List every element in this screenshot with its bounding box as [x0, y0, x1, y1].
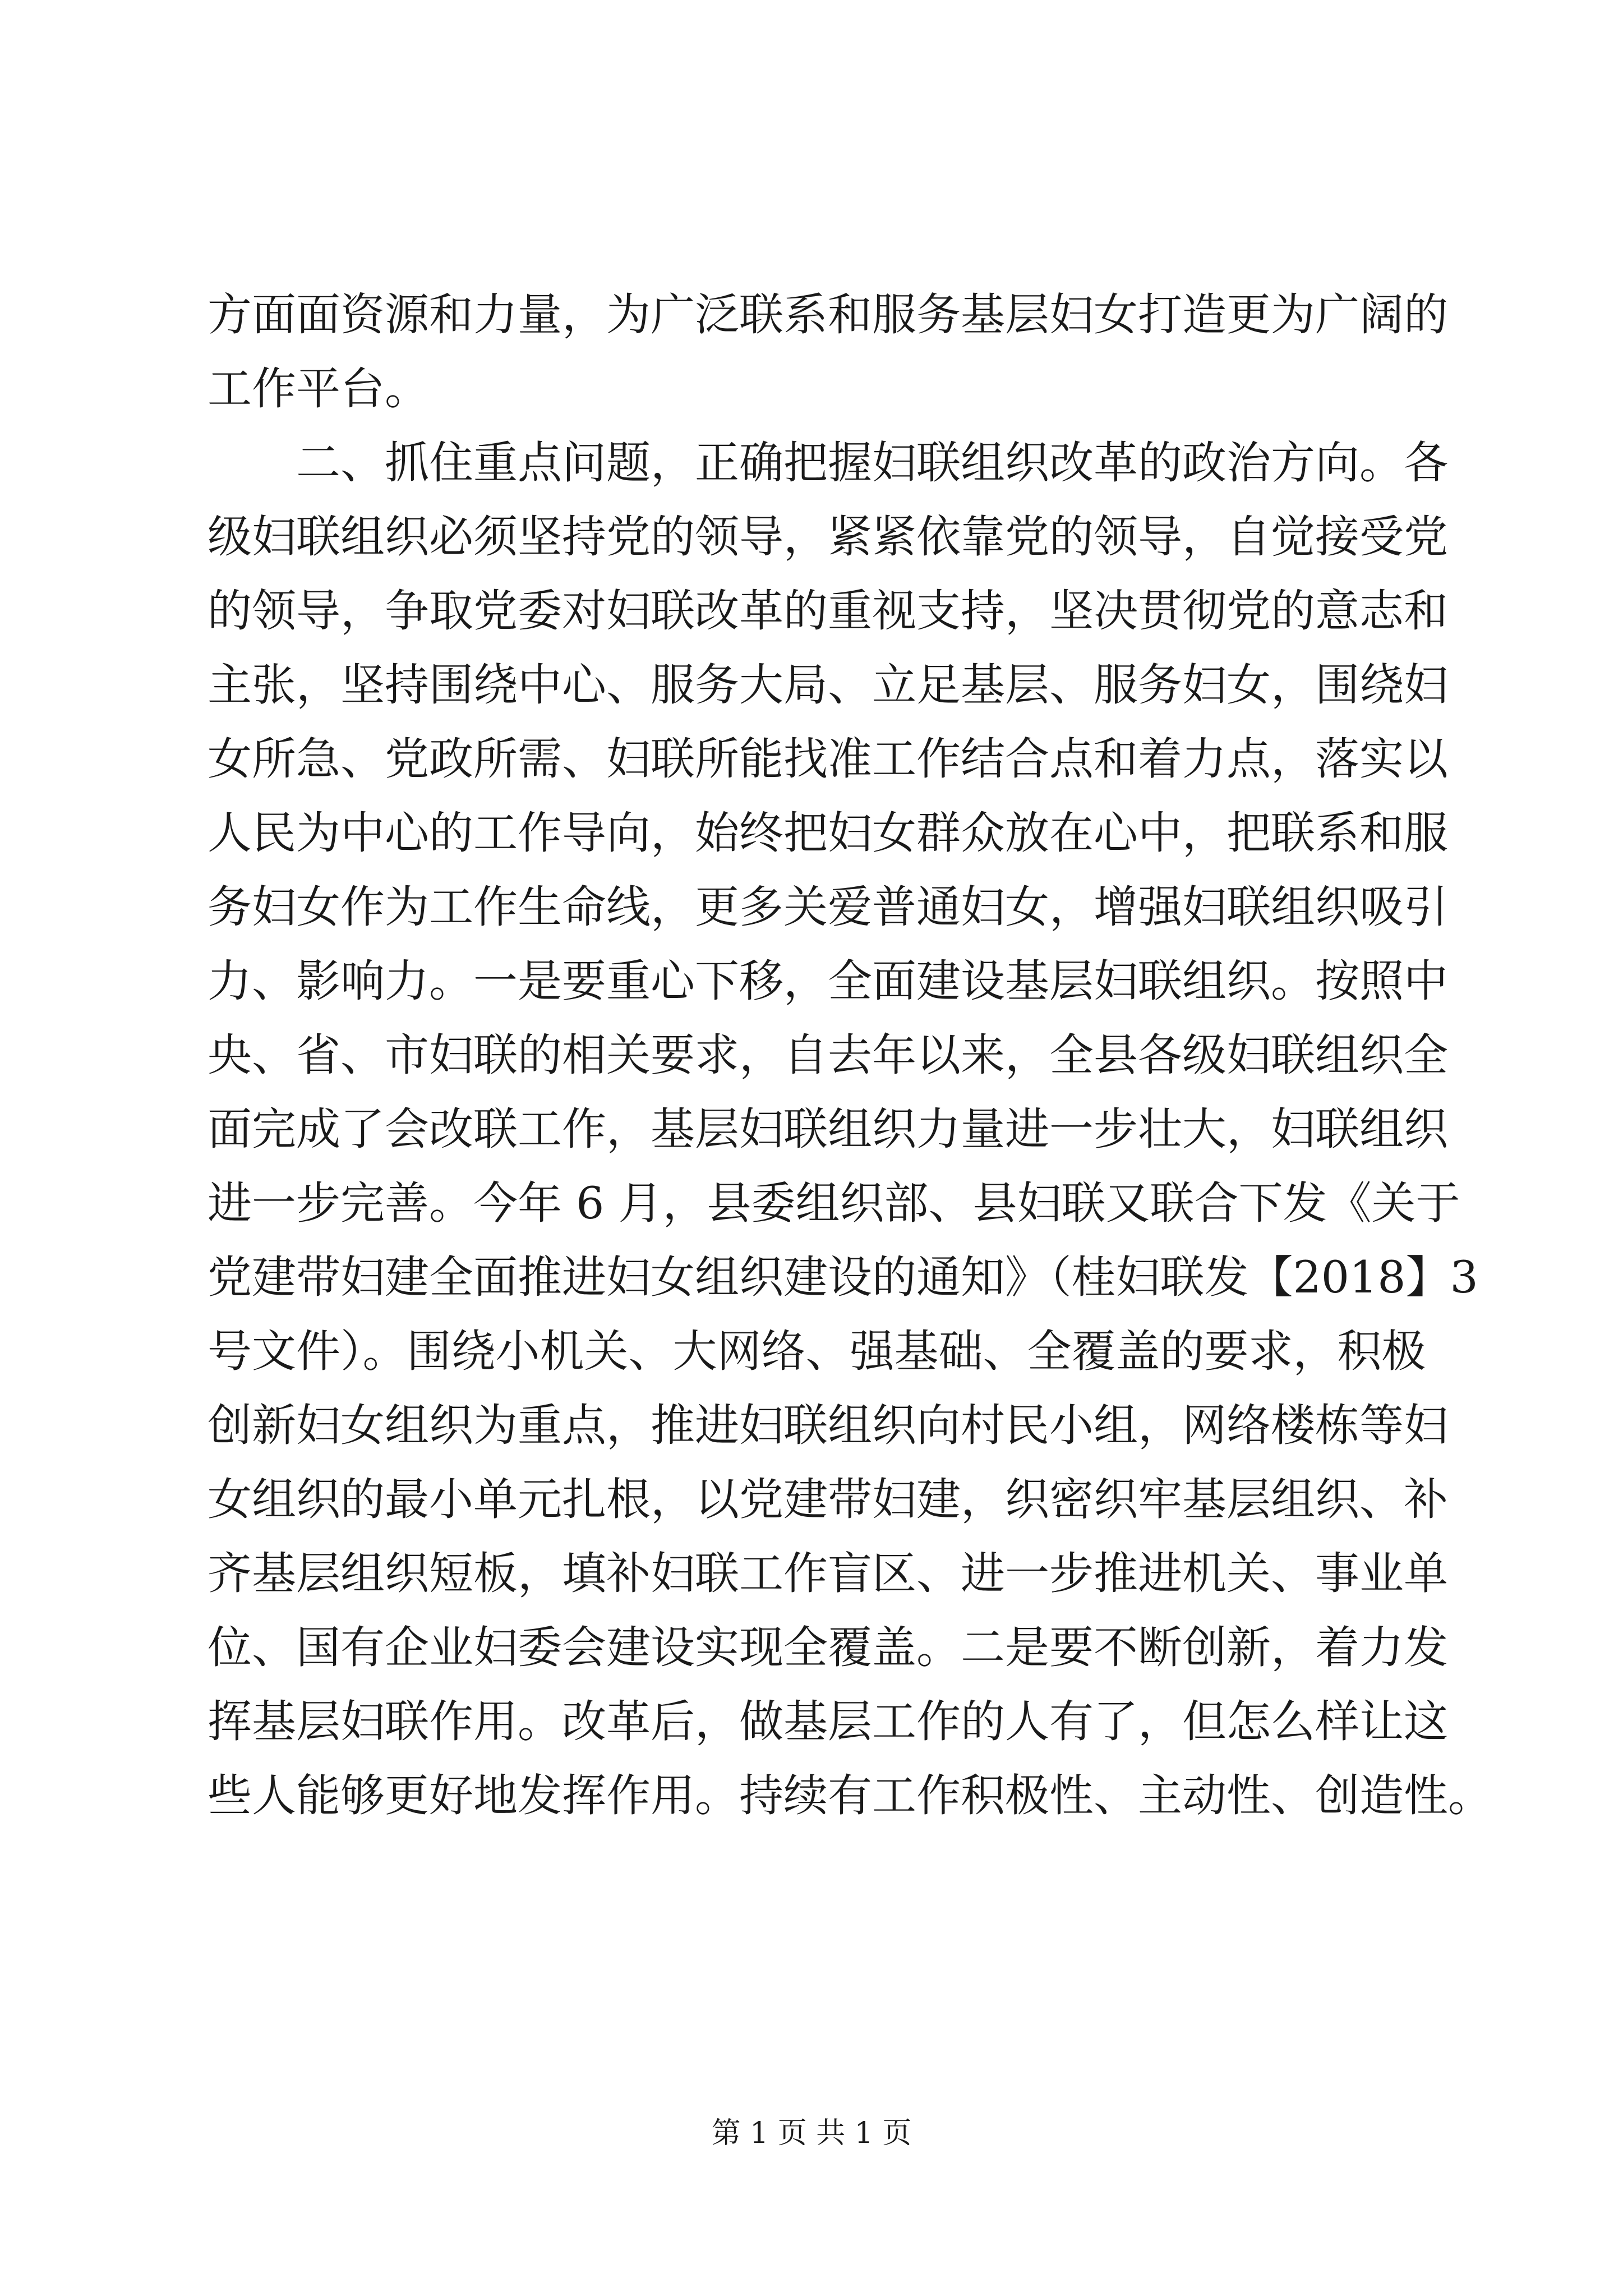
text-line: 力、影响力。一是要重心下移，全面建设基层妇联组织。按照中	[208, 955, 1448, 1007]
text-line: 党建带妇建全面推进妇女组织建设的通知》（桂妇联发【2018】3	[208, 1251, 1478, 1303]
text-line: 齐基层组织短板，填补妇联工作盲区、进一步推进机关、事业单	[208, 1548, 1448, 1599]
text-line: 人民为中心的工作导向，始终把妇女群众放在心中，把联系和服	[208, 807, 1448, 859]
text-line: 女组织的最小单元扎根，以党建带妇建，织密织牢基层组织、补	[208, 1474, 1448, 1525]
body-text	[208, 278, 1492, 1833]
text-line: 央、省、市妇联的相关要求，自去年以来，全县各级妇联组织全	[208, 1029, 1448, 1081]
page-footer: 第 1 页 共 1 页	[711, 2116, 912, 2150]
text-line: 创新妇女组织为重点，推进妇联组织向村民小组，网络楼栋等妇	[208, 1400, 1448, 1451]
text-line: 女所急、党政所需、妇联所能找准工作结合点和着力点，落实以	[208, 733, 1448, 785]
text-line: 的领导，争取党委对妇联改革的重视支持，坚决贯彻党的意志和	[208, 585, 1448, 637]
text-line: 进一步完善。今年 6 月，县委组织部、县妇联又联合下发《关于	[208, 1177, 1460, 1229]
text-line: 务妇女作为工作生命线，更多关爱普通妇女，增强妇联组织吸引	[208, 881, 1448, 933]
text-line: 二、抓住重点问题，正确把握妇联组织改革的政治方向。各	[296, 437, 1448, 489]
text-line: 号文件）。围绕小机关、大网络、强基础、全覆盖的要求，积极	[208, 1326, 1426, 1377]
text-line: 方面面资源和力量，为广泛联系和服务基层妇女打造更为广阔的	[208, 289, 1448, 341]
text-line: 面完成了会改联工作，基层妇联组织力量进一步壮大，妇联组织	[208, 1103, 1448, 1155]
text-line: 级妇联组织必须坚持党的领导，紧紧依靠党的领导，自觉接受党	[208, 511, 1448, 563]
text-line: 位、国有企业妇委会建设实现全覆盖。二是要不断创新，着力发	[208, 1622, 1448, 1673]
text-line: 挥基层妇联作用。改革后，做基层工作的人有了，但怎么样让这	[208, 1696, 1448, 1747]
text-line: 主张，坚持围绕中心、服务大局、立足基层、服务妇女，围绕妇	[208, 659, 1448, 711]
text-line: 些人能够更好地发挥作用。持续有工作积极性、主动性、创造性。	[208, 1770, 1492, 1821]
text-line: 工作平台。	[208, 363, 429, 415]
